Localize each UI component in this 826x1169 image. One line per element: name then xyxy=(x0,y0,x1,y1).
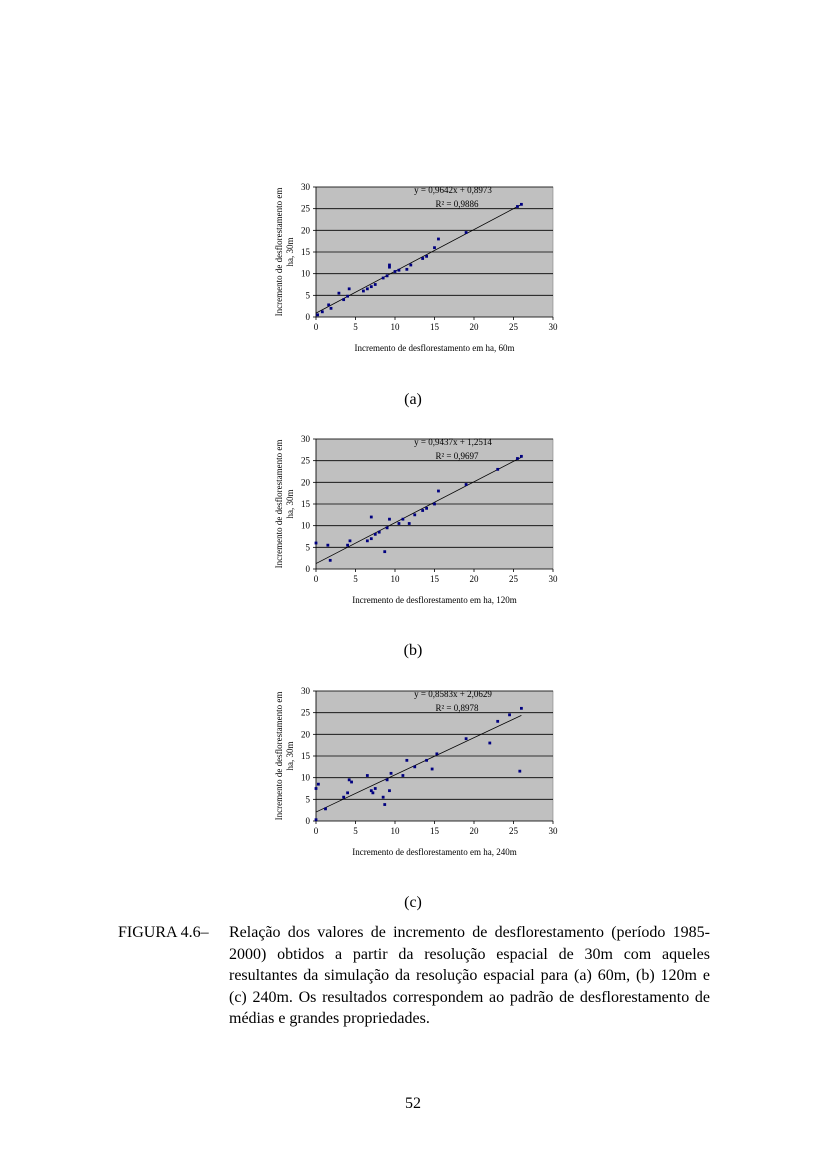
data-point xyxy=(382,277,385,280)
x-tick-label: 30 xyxy=(548,322,558,332)
data-point xyxy=(413,513,416,516)
x-tick-label: 5 xyxy=(353,322,358,332)
data-point xyxy=(346,295,349,298)
data-point xyxy=(329,559,332,562)
y-tick-label: 5 xyxy=(305,542,310,553)
data-point xyxy=(425,759,428,762)
x-axis-label: Incremento de desflorestamento em ha, 120m xyxy=(352,595,517,605)
r-squared-label: R² = 0,8978 xyxy=(435,703,479,713)
data-point xyxy=(388,789,391,792)
data-point xyxy=(508,713,511,716)
x-tick-label: 20 xyxy=(469,322,479,332)
y-tick-label: 25 xyxy=(301,203,310,214)
data-point xyxy=(425,507,428,510)
y-tick-label: 15 xyxy=(301,751,310,761)
data-point xyxy=(402,518,405,521)
data-point xyxy=(488,742,491,745)
y-axis-label-line: ha, 30m xyxy=(285,741,295,771)
x-tick-label: 0 xyxy=(313,322,319,332)
data-point xyxy=(465,231,468,234)
x-tick-label: 25 xyxy=(509,826,518,836)
data-point xyxy=(370,516,373,519)
page-number: 52 xyxy=(405,1095,421,1112)
data-point xyxy=(315,787,318,790)
y-tick-label: 20 xyxy=(301,477,310,488)
data-point xyxy=(386,526,389,529)
y-tick-label: 10 xyxy=(301,268,310,279)
data-point xyxy=(435,752,438,755)
data-point xyxy=(437,238,440,241)
data-point xyxy=(374,283,377,286)
data-point xyxy=(390,772,393,775)
caption-prefix: FIGURA 4.6– xyxy=(118,924,209,941)
data-point xyxy=(405,268,408,271)
data-point xyxy=(516,205,519,208)
data-point xyxy=(405,759,408,762)
data-point xyxy=(326,544,329,547)
data-point xyxy=(518,770,521,773)
x-tick-label: 10 xyxy=(390,826,400,836)
data-point xyxy=(338,292,341,295)
y-tick-label: 5 xyxy=(305,290,310,301)
data-point xyxy=(366,539,369,542)
data-point xyxy=(327,303,330,306)
panel-label-c: (c) xyxy=(404,894,422,911)
y-axis-label-line: Incremento de desflorestamento em xyxy=(274,691,284,821)
data-point xyxy=(496,720,499,723)
scatter-chart-a xyxy=(262,178,572,358)
y-axis-label-line: ha, 30m xyxy=(285,489,295,519)
panel-label-a: (a) xyxy=(404,391,422,408)
r-squared-label: R² = 0,9697 xyxy=(435,451,479,461)
data-point xyxy=(350,781,353,784)
panel-label-b: (b) xyxy=(403,642,423,659)
data-point xyxy=(378,531,381,534)
trendline-equation: y = 0,9642x + 0,8973 xyxy=(414,185,492,195)
data-point xyxy=(421,509,424,512)
data-point xyxy=(346,791,349,794)
y-tick-label: 5 xyxy=(305,794,310,805)
x-tick-label: 5 xyxy=(353,574,358,584)
data-point xyxy=(425,255,428,258)
trendline-equation: y = 0,9437x + 1,2514 xyxy=(414,437,492,447)
y-tick-label: 30 xyxy=(301,182,310,192)
scatter-chart-b xyxy=(262,430,572,610)
data-point xyxy=(413,765,416,768)
data-point xyxy=(431,768,434,771)
x-tick-label: 30 xyxy=(548,574,558,584)
x-tick-label: 15 xyxy=(430,322,439,332)
y-tick-label: 15 xyxy=(301,247,310,257)
y-axis-label-line: Incremento de desflorestamento em xyxy=(274,439,284,569)
x-tick-label: 20 xyxy=(469,826,479,836)
data-point xyxy=(398,522,401,525)
scatter-chart-c xyxy=(262,682,572,862)
caption-text: Relação dos valores de incremento de desflorestamento (período 1985-2000) obtidos a partir da resolução espacial de 30m com aqueles resultantes da simulação da resolução espacial para (a) 60m, (b) 120m e (c) 240m. Os resultados correspondem ao padrão de desflorestamento de médias e grandes propriedades. xyxy=(229,924,710,1027)
x-tick-label: 0 xyxy=(313,574,319,584)
data-point xyxy=(374,787,377,790)
data-point xyxy=(366,287,369,290)
data-point xyxy=(386,274,389,277)
trendline-equation: y = 0,8583x + 2,0629 xyxy=(414,689,492,699)
x-tick-label: 30 xyxy=(548,826,558,836)
y-axis-label xyxy=(274,692,295,821)
y-tick-label: 30 xyxy=(301,686,310,696)
y-axis-label-line: Incremento de desflorestamento em xyxy=(274,187,284,317)
data-point xyxy=(394,270,397,273)
x-tick-label: 5 xyxy=(353,826,358,836)
data-point xyxy=(520,707,523,710)
data-point xyxy=(317,783,320,786)
data-point xyxy=(465,483,468,486)
data-point xyxy=(324,807,327,810)
data-point xyxy=(433,246,436,249)
data-point xyxy=(465,737,468,740)
data-point xyxy=(398,269,401,272)
data-point xyxy=(370,537,373,540)
data-point xyxy=(330,307,333,310)
x-tick-label: 10 xyxy=(390,574,400,584)
data-point xyxy=(366,774,369,777)
y-tick-label: 25 xyxy=(301,455,310,466)
data-point xyxy=(342,796,345,799)
x-axis-label: Incremento de desflorestamento em ha, 60m xyxy=(354,343,515,353)
y-tick-label: 10 xyxy=(301,520,310,531)
data-point xyxy=(388,266,391,269)
y-tick-label: 25 xyxy=(301,707,310,718)
data-point xyxy=(383,550,386,553)
data-point xyxy=(374,533,377,536)
y-tick-label: 0 xyxy=(305,816,310,826)
y-axis-label-line: ha, 30m xyxy=(285,237,295,267)
data-point xyxy=(409,264,412,267)
y-tick-label: 20 xyxy=(301,225,310,236)
data-point xyxy=(382,796,385,799)
data-point xyxy=(383,803,386,806)
data-point xyxy=(316,313,319,316)
y-tick-label: 20 xyxy=(301,729,310,740)
data-point xyxy=(520,203,523,206)
y-tick-label: 15 xyxy=(301,499,310,509)
data-point xyxy=(386,778,389,781)
data-point xyxy=(348,287,351,290)
y-tick-label: 30 xyxy=(301,434,310,444)
data-point xyxy=(349,539,352,542)
x-tick-label: 20 xyxy=(469,574,479,584)
data-point xyxy=(437,490,440,493)
data-point xyxy=(516,457,519,460)
x-axis-label: Incremento de desflorestamento em ha, 240m xyxy=(352,847,517,857)
data-point xyxy=(433,503,436,506)
x-tick-label: 10 xyxy=(390,322,400,332)
data-point xyxy=(371,791,374,794)
r-squared-label: R² = 0,9886 xyxy=(435,199,479,209)
y-axis-label xyxy=(274,188,295,317)
data-point xyxy=(421,257,424,260)
y-tick-label: 0 xyxy=(305,564,310,574)
x-tick-label: 15 xyxy=(430,574,439,584)
data-point xyxy=(342,298,345,301)
data-point xyxy=(388,518,391,521)
data-point xyxy=(408,522,411,525)
data-point xyxy=(346,544,349,547)
x-tick-label: 25 xyxy=(509,322,518,332)
y-tick-label: 0 xyxy=(305,312,310,322)
data-point xyxy=(496,468,499,471)
data-point xyxy=(402,774,405,777)
x-tick-label: 15 xyxy=(430,826,439,836)
x-tick-label: 0 xyxy=(313,826,319,836)
y-tick-label: 10 xyxy=(301,772,310,783)
data-point xyxy=(321,310,324,313)
data-point xyxy=(315,818,318,821)
data-point xyxy=(520,455,523,458)
data-point xyxy=(362,290,365,293)
data-point xyxy=(370,285,373,288)
x-tick-label: 25 xyxy=(509,574,518,584)
data-point xyxy=(315,542,318,545)
y-axis-label xyxy=(274,440,295,569)
